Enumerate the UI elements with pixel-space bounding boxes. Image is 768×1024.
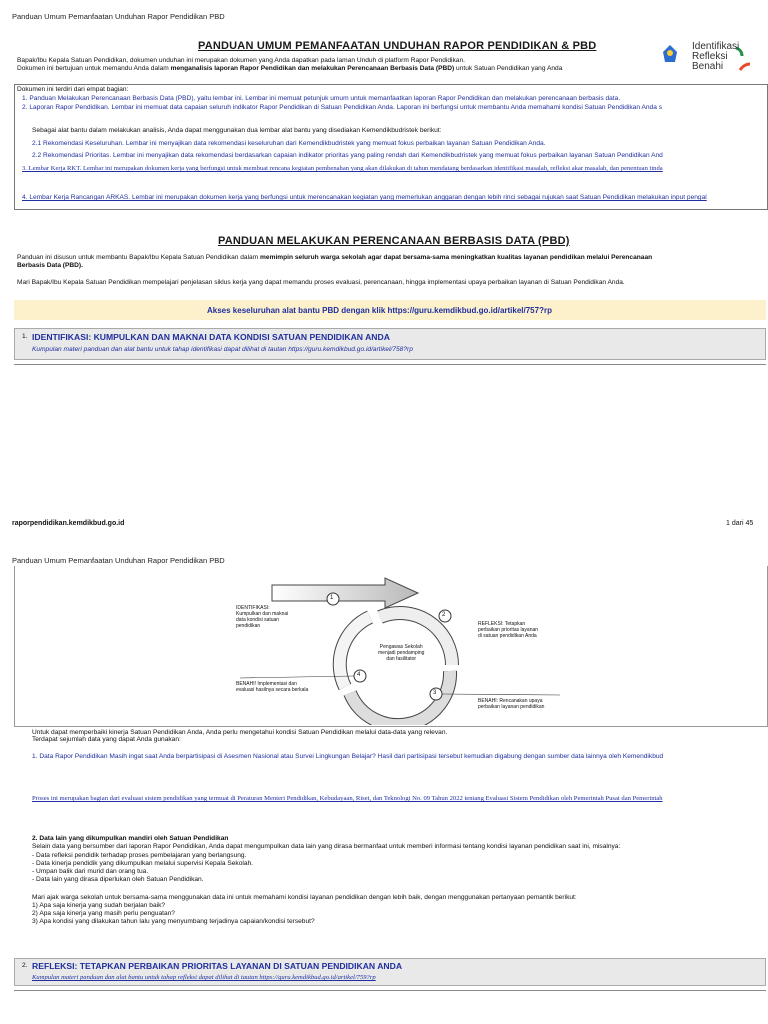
tools-intro: Sebagai alat bantu dalam melakukan analisis, Anda dapat menggunakan dua lembar alat bantu yang disediakan Kemendikbudristek berikut:: [32, 127, 442, 134]
question-2: 2) Apa saja kinerja yang masih perlu penguatan?: [32, 910, 175, 917]
intro-text-c: untuk Satuan Pendidikan yang Anda: [454, 65, 563, 72]
cycle-label-refleksi: REFLEKSI: Tetapkan perbaikan prioritas layanan di satuan pendidikan Anda: [478, 621, 539, 639]
main-title: PANDUAN UMUM PEMANFAATAN UNDUHAN RAPOR PENDIDIKAN & PBD: [198, 40, 597, 52]
bullet-3: - Umpan balik dari murid dan orang tua.: [32, 868, 149, 875]
cycle-label-implementasi: BENAHI! Implementasi dan evaluasi hasilnya secara berkala: [236, 681, 309, 693]
pbd-cycle-diagram: [230, 575, 570, 725]
section-1-number: 1.: [22, 333, 28, 340]
pbd-paragraph-1-end: Berbasis Data (PBD).: [17, 262, 83, 269]
pbd-p1-a: Panduan ini disusun untuk membantu Bapak/Ibu Kepala Satuan Pendidikan dalam: [17, 254, 261, 261]
section-2-title: REFLEKSI: TETAPKAN PERBAIKAN PRIORITAS LAYANAN DI SATUAN PENDIDIKAN ANDA: [32, 961, 403, 971]
data-intro-2: Terdapat sejumlah data yang dapat Anda gunakan:: [32, 736, 181, 743]
section-1-link[interactable]: Kumpulan materi panduan dan alat bantu untuk tahap identifikasi dapat dilihat di tautan https://guru.kemdikbud.go.id/artikel/758?rp: [32, 346, 413, 353]
data-item-1[interactable]: 1. Data Rapor Pendidikan Masih ingat saat Anda berpartisipasi di Asesmen Nasional atau Survei Lingkungan Belajar? Hasil dari partisipasi tersebut kemudian digabung dengan sumber data lainnya oleh Kemendikbud: [32, 753, 664, 760]
tool-item-2[interactable]: 2.2 Rekomendasi Prioritas. Lembar ini menyajikan data rekomendasi berdasarkan capaian indikator prioritas yang paling rendah dari Kemendikbudristek yang memuat fokus perbaikan layanan Satuan Pendidikan And: [32, 152, 663, 159]
contents-item-1[interactable]: 1. Panduan Melakukan Perencanaan Berbasis Data (PBD), yaitu lembar ini. Lembar ini memuat petunjuk umum untuk memanfaatkan laporan Rapor Pendidikan dan melakukan perencanaan berbasis data.: [22, 95, 621, 102]
bullet-2: - Data kinerja pendidik yang dikumpulkan melalui supervisi Kepala Sekolah.: [32, 860, 254, 867]
cycle-step-4-number: 4: [357, 672, 361, 678]
cycle-step-3-number: 3: [433, 690, 437, 696]
section-2-link[interactable]: Kumpulan materi panduan dan alat bantu untuk tahap refleksi dapat dilihat di tautan https://guru.kemdikbud.go.id/artikel/759?rp: [32, 974, 376, 981]
pbd-paragraph-2: Mari Bapak/Ibu Kepala Satuan Pendidikan mempelajari penjelasan siklus kerja yang dapat memandu proses evaluasi, perencanaan, hingga implementasi upaya perbaikan layanan di Satuan Pendidikan Anda.: [17, 279, 625, 286]
question-intro: Mari ajak warga sekolah untuk bersama-sama menggunakan data ini untuk memahami kondisi layanan pendidikan dengan lebih baik, dengan menggunakan pertanyaan pemantik berikut:: [32, 894, 577, 901]
cycle-step-1-number: 1: [330, 595, 334, 601]
logo-text-2: Refleksi: [692, 51, 728, 62]
access-banner-link[interactable]: Akses keseluruhan alat bantu PBD dengan klik https://guru.kemdikbud.go.id/artikel/757?rp: [207, 306, 552, 315]
logo: [658, 40, 758, 76]
contents-item-4[interactable]: 4. Lembar Kerja Rancangan ARKAS. Lembar ini merupakan dokumen kerja yang berfungsi untuk merencanakan kegiatan yang memerlukan anggaran dengan lebih rinci sebagai rujukan saat Satuan Pendidikan melakukan input pengal: [22, 194, 707, 201]
intro-line-1: Bapak/Ibu Kepala Satuan Pendidikan, dokumen unduhan ini merupakan dokumen yang Anda dapatkan pada laman Unduh di platform Rapor Pendidikan.: [17, 57, 465, 64]
running-header: Panduan Umum Pemanfaatan Unduhan Rapor Pendidikan PBD: [12, 12, 225, 21]
bullet-1: - Data refleksi pendidik terhadap proses pembelajaran yang berlangsung.: [32, 852, 247, 859]
tool-item-1[interactable]: 2.1 Rekomendasi Keseluruhan. Lembar ini menyajikan data rekomendasi keseluruhan dari Kemendikbudristek yang memuat fokus perbaikan layanan Satuan Pendidikan Anda.: [32, 140, 546, 147]
contents-item-3[interactable]: 3. Lembar Kerja RKT. Lembar ini merupakan dokumen kerja yang berfungsi untuk membuat rencana kegiatan pembenahan yang akan dilakukan di tahun mendatang berdasarkan identifikasi masalah, refleksi akar masalah, dan penentuan tinda: [22, 165, 663, 172]
question-1: 1) Apa saja kinerja yang sudah berjalan baik?: [32, 902, 166, 909]
intro-text-bold: menganalisis laporan Rapor Pendidikan dan melakukan Perencanaan Berbasis Data (PBD): [170, 65, 455, 72]
data-item-2-body: Selain data yang bersumber dari laporan Rapor Pendidikan, Anda dapat mengumpulkan data lain yang dirasa bermanfaat untuk memberi informasi tentang kondisi layanan pendidikan saat ini, misalnya:: [32, 843, 621, 850]
cycle-center-label: Pengawas Sekolah menjadi pendamping dan fasilitator: [378, 644, 425, 662]
footer-url: raporpendidikan.kemdikbud.go.id: [12, 520, 125, 527]
section-1-title: IDENTIFIKASI: KUMPULKAN DAN MAKNAI DATA KONDISI SATUAN PENDIDIKAN ANDA: [32, 332, 390, 342]
section-divider: [14, 364, 766, 365]
pbd-title: PANDUAN MELAKUKAN PERENCANAAN BERBASIS DATA (PBD): [218, 235, 570, 247]
section-2-number: 2.: [22, 962, 28, 969]
regulation-link[interactable]: Proses ini merupakan bagian dari evaluasi sistem pendidikan yang termuat di Peraturan Menteri Pendidikan, Kebudayaan, Riset, dan Teknologi No. 09 Tahun 2022 tentang Evaluasi Sistem Pendidikan oleh Pemerintah Pusat dan Pemerintah: [32, 795, 663, 802]
logo-text-1: Identifikasi: [692, 41, 740, 52]
contents-heading: Dokumen ini terdiri dari empat bagian:: [17, 86, 129, 93]
running-header-2: Panduan Umum Pemanfaatan Unduhan Rapor Pendidikan PBD: [12, 556, 225, 565]
section-2-divider: [14, 990, 766, 991]
page-number: 1 dari 45: [726, 520, 754, 527]
data-intro-1: Untuk dapat memperbaiki kinerja Satuan Pendidikan Anda, Anda perlu mengetahui kondisi Satuan Pendidikan melalui data-data yang relevan.: [32, 729, 448, 736]
logo-text-3: Benahi: [692, 61, 724, 72]
pbd-paragraph-1: [17, 254, 652, 262]
cycle-label-rencanakan: BENAHI: Rencanakan upaya perbaikan layanan pendidikan: [478, 698, 545, 710]
question-3: 3) Apa kondisi yang dilakukan tahun lalu yang menyumbang terjadinya capaian/kondisi tersebut?: [32, 918, 315, 925]
contents-item-2[interactable]: 2. Laporan Rapor Pendidikan. Lembar ini memuat data capaian seluruh indikator Rapor Pendidikan di Satuan Pendidikan Anda. Laporan ini berfungsi untuk membantu Anda memahami kondisi Satuan Pendidikan Anda s: [22, 104, 663, 111]
data-item-2-title: 2. Data lain yang dikumpulkan mandiri oleh Satuan Pendidikan: [32, 835, 229, 842]
bullet-4: - Data lain yang dirasa diperlukan oleh Satuan Pendidikan.: [32, 876, 204, 883]
cycle-step-2-number: 2: [442, 612, 446, 618]
pbd-p1-bold: memimpin seluruh warga sekolah agar dapat bersama-sama meningkatkan kualitas layanan pendidikan melalui Perencanaan: [260, 254, 653, 261]
intro-line-2: [17, 65, 562, 73]
cycle-label-identifikasi: IDENTIFIKASI: Kumpulkan dan maknai data kondisi satuan pendidikan: [236, 605, 289, 629]
intro-text-a: Dokumen ini bertujuan untuk memandu Anda dalam: [17, 65, 171, 72]
